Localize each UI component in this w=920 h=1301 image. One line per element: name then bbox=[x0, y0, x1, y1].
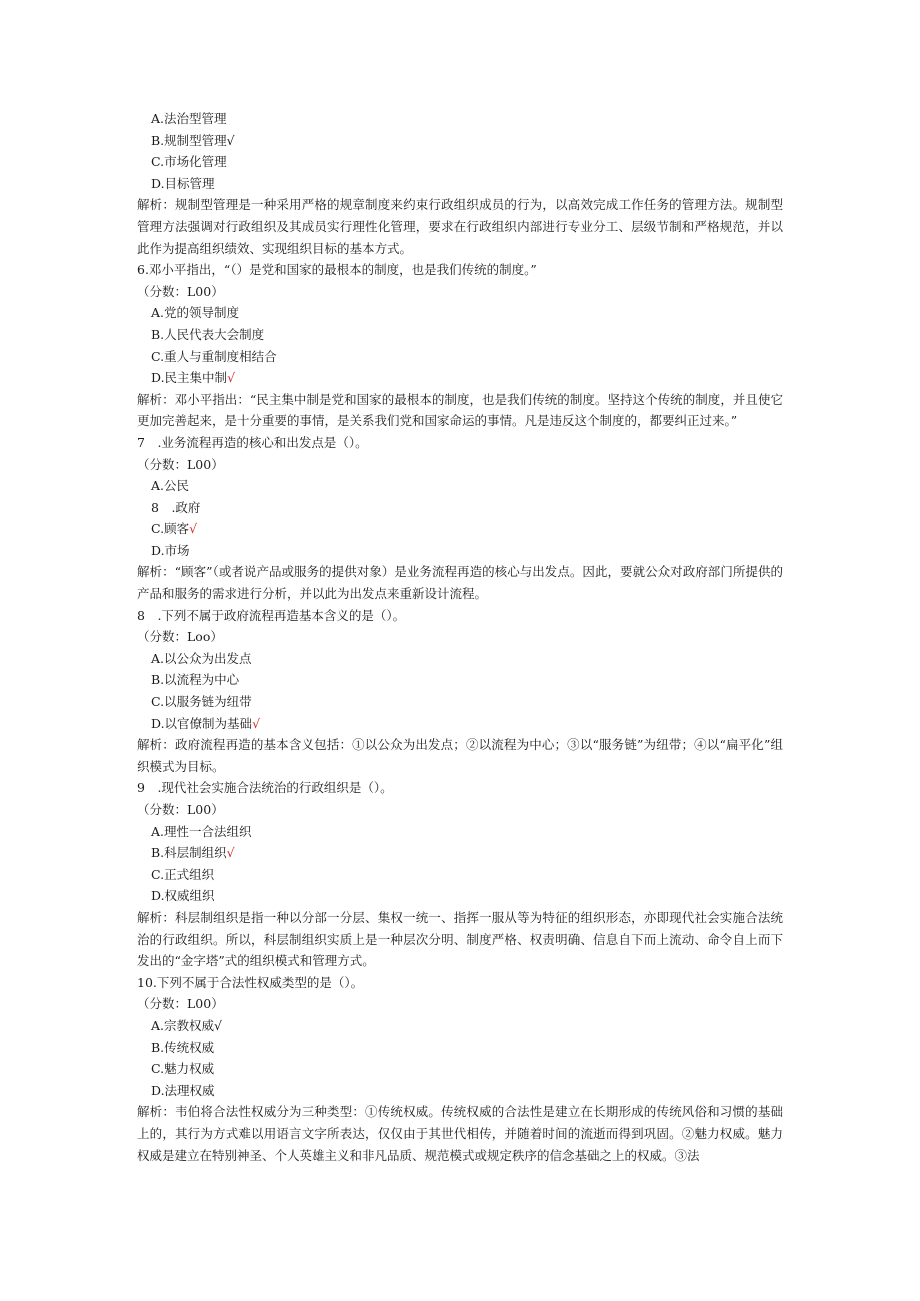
q10-option-b: B.传统权威 bbox=[151, 1039, 215, 1055]
q5-option-d: D.目标管理 bbox=[151, 175, 215, 191]
q6-option-c: C.重人与重制度相结合 bbox=[151, 348, 277, 364]
q7-option-c: C.顾客√ bbox=[151, 521, 198, 537]
correct-check-mark: √ bbox=[226, 845, 235, 861]
q9-option-d: D.权威组织 bbox=[151, 888, 215, 904]
q10-analysis: 解析：韦伯将合法性权威分为三种类型：①传统权威。传统权威的合法性是建立在长期形成的传统风俗和习惯的基础上的，其行为方式难以用语言文字所表达，仅仅由于其世代相传，并随着时间的流逝而得到巩固。②魅力权威。魅力权威是建立在特别神圣、个人英雄主义和非凡品质、规范模式或规定秩序的信念基础之上的权威。③法 bbox=[137, 1104, 783, 1163]
correct-check-mark: √ bbox=[226, 132, 235, 148]
q6-option-b: B.人民代表大会制度 bbox=[151, 326, 265, 342]
q9-score: （分数：L00） bbox=[137, 802, 224, 817]
q6-analysis: 解析：邓小平指出：“民主集中制是党和国家的最根本的制度，也是我们传统的制度。坚持这个传统的制度，并且使它更加完善起来，是十分重要的事情，是关系我们党和国家命运的事情。凡是违反这个制度的，都要纠正过来。” bbox=[137, 391, 783, 429]
q10-question: 10.下列不属于合法性权威类型的是（）。 bbox=[137, 974, 364, 990]
correct-check-mark: √ bbox=[189, 521, 198, 537]
q7-option-b: 8 .政府 bbox=[151, 499, 201, 515]
question-5 bbox=[137, 108, 783, 259]
q5-option-a: A.法治型管理 bbox=[151, 111, 227, 126]
question-6 bbox=[137, 259, 783, 432]
q7-option-d: D.市场 bbox=[151, 542, 190, 558]
q8-option-a: A.以公众为出发点 bbox=[151, 650, 252, 666]
correct-check-mark: √ bbox=[252, 715, 261, 731]
q7-option-a: A.公民 bbox=[151, 478, 190, 494]
q8-option-b: B.以流程为中心 bbox=[151, 672, 240, 688]
q9-option-c: C.正式组织 bbox=[151, 866, 215, 882]
q7-analysis: 解析：“顾客”（或者说产品或服务的提供对象）是业务流程再造的核心与出发点。因此，要就公众对政府部门所提供的产品和服务的需求进行分析，并以此为出发点来重新设计流程。 bbox=[137, 564, 783, 602]
q6-question: 6.邓小平指出，“（）是党和国家的最根本的制度，也是我们传统的制度。” bbox=[137, 262, 537, 278]
q5-option-b: B.规制型管理√ bbox=[151, 132, 235, 148]
q8-option-d: D.以官僚制为基础√ bbox=[151, 715, 261, 731]
q8-analysis: 解析：政府流程再造的基本含义包括：①以公众为出发点；②以流程为中心；③以“服务链”为纽带；④以“扁平化”组织模式为目标。 bbox=[137, 737, 783, 774]
q6-option-d: D.民主集中制√ bbox=[151, 370, 236, 386]
question-9 bbox=[137, 777, 783, 971]
q8-option-c: C.以服务链为纽带 bbox=[151, 694, 252, 710]
q9-option-b: B.科层制组织√ bbox=[151, 845, 235, 861]
q5-option-c: C.市场化管理 bbox=[151, 154, 227, 170]
q5-analysis: 解析：规制型管理是一种采用严格的规章制度来约束行政组织成员的行为，以高效完成工作任务的管理方法。规制型管理方法强调对行政组织及其成员实行理性化管理，要求在行政组织内部进行专业分工、层级节制和严格规范，并以此作为提高组织绩效、实现组织目标的基本方式。 bbox=[137, 197, 783, 256]
q8-score: （分数：Loo） bbox=[137, 629, 223, 645]
q8-question: 8 .下列不属于政府流程再造基本含义的是（）。 bbox=[137, 607, 406, 623]
q9-option-a: A.理性一合法组织 bbox=[151, 823, 252, 839]
question-8 bbox=[137, 605, 783, 778]
document-body bbox=[137, 108, 783, 1166]
q10-option-c: C.魅力权威 bbox=[151, 1061, 215, 1077]
question-10 bbox=[137, 972, 783, 1166]
question-7 bbox=[137, 432, 783, 605]
q10-option-d: D.法理权威 bbox=[151, 1082, 215, 1098]
q9-question: 9 .现代社会实施合法统治的行政组织是（）。 bbox=[137, 780, 393, 796]
q10-option-a: A.宗教权威√ bbox=[151, 1017, 222, 1033]
q7-score: （分数：L00） bbox=[137, 456, 224, 472]
correct-check-mark: √ bbox=[227, 370, 236, 386]
q6-score: （分数：L00） bbox=[137, 283, 224, 299]
q10-score: （分数：L00） bbox=[137, 996, 224, 1012]
q7-question: 7 .业务流程再造的核心和出发点是（）。 bbox=[137, 434, 368, 450]
q9-analysis: 解析：科层制组织是指一种以分部一分层、集权一统一、指挥一服从等为特征的组织形态，亦即现代社会实施合法统治的行政组织。所以，科层制组织实质上是一种层次分明、制度严格、权责明确、信息自下而上流动、命令自上而下发出的“金字塔”式的组织模式和管理方式。 bbox=[137, 909, 783, 969]
correct-check-mark: √ bbox=[214, 1017, 222, 1033]
q6-option-a: A.党的领导制度 bbox=[151, 305, 240, 321]
